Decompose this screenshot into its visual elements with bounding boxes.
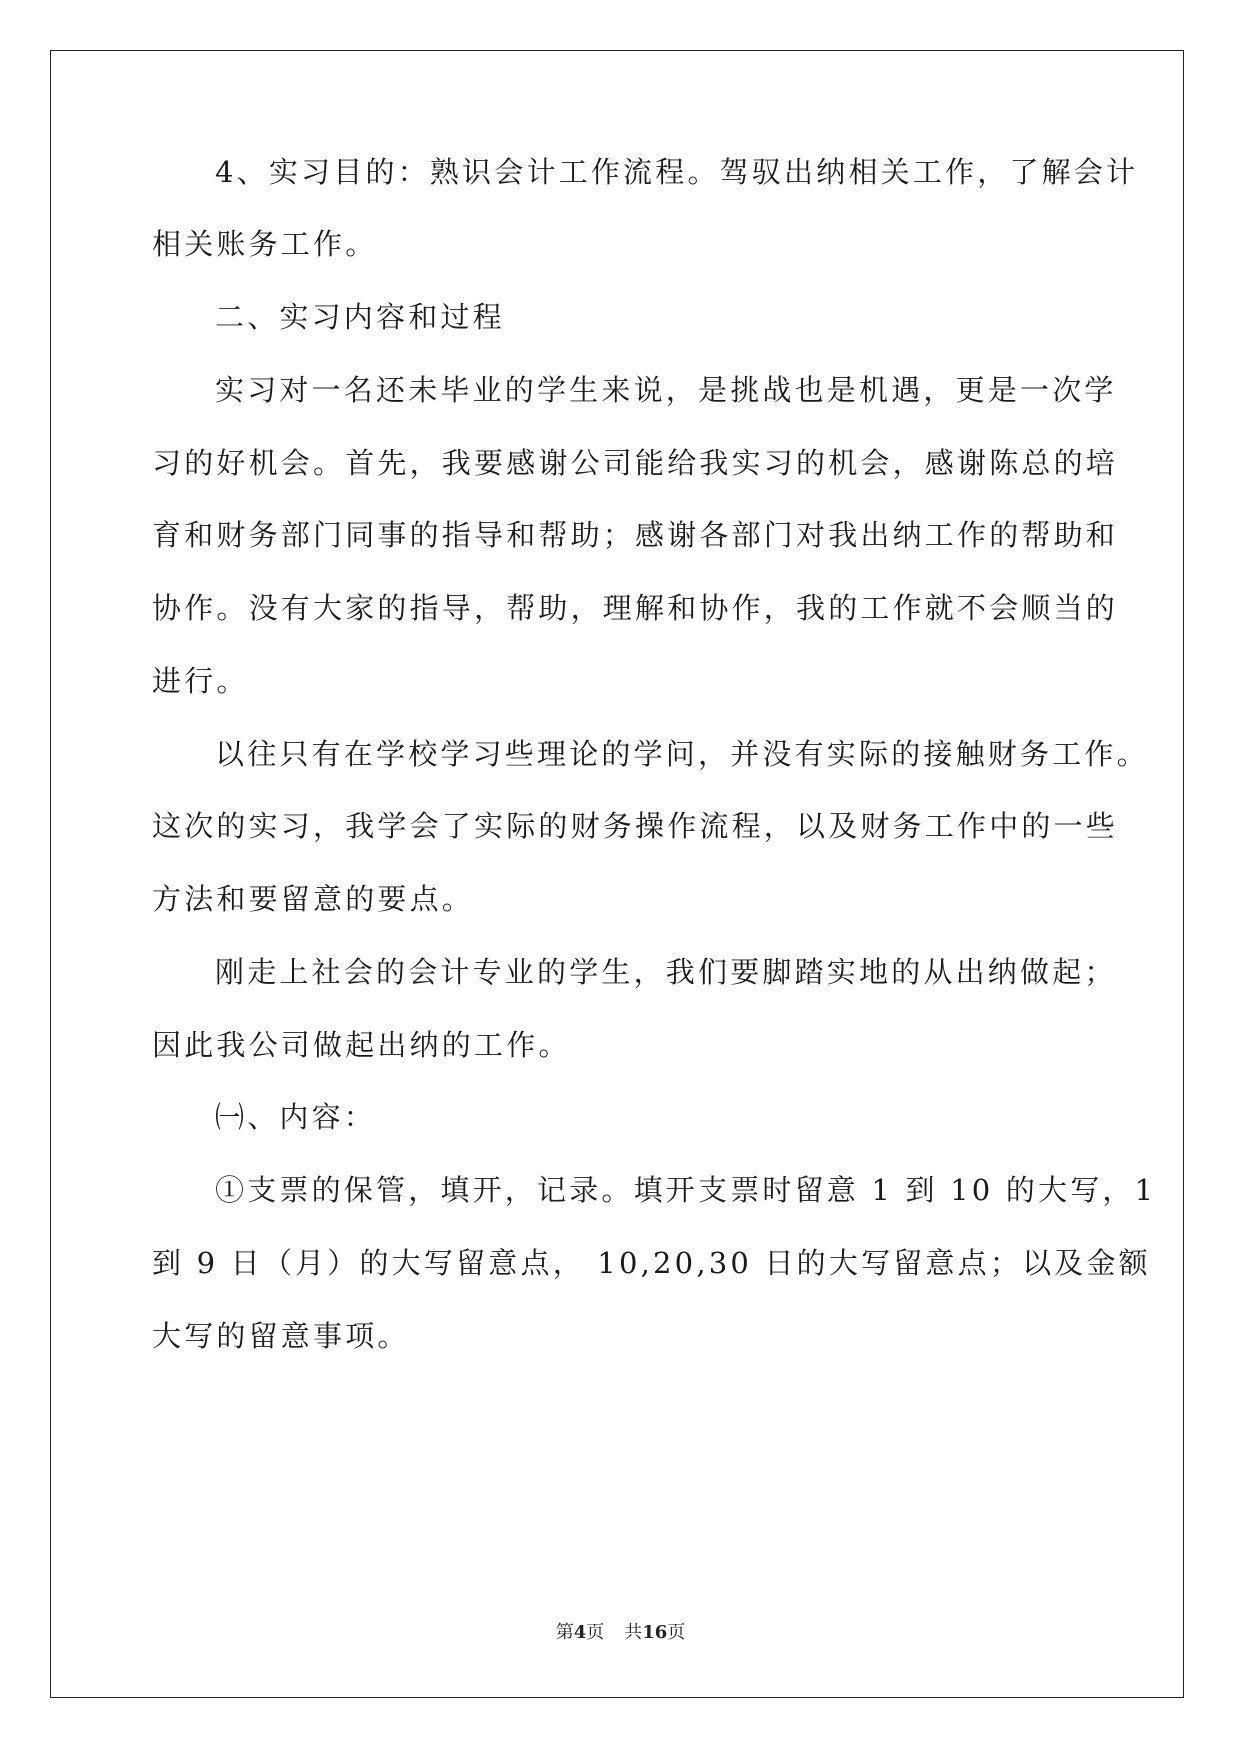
page-border	[50, 50, 1184, 1698]
section-heading: 二、实习内容和过程	[215, 300, 505, 334]
paragraph-line: 协作。没有大家的指导，帮助，理解和协作，我的工作就不会顺当的	[152, 591, 1119, 625]
paragraph-line: 育和财务部门同事的指导和帮助；感谢各部门对我出纳工作的帮助和	[152, 518, 1119, 552]
paragraph-line: 到 9 日（月）的大写留意点， 10,20,30 日的大写留意点；以及金额	[152, 1246, 1151, 1280]
page-footer	[0, 1618, 1241, 1644]
page-number-label: 第4页	[555, 1622, 605, 1643]
paragraph-line: 4、实习目的：熟识会计工作流程。驾驭出纳相关工作，了解会计	[215, 155, 1139, 189]
paragraph-line: 刚走上社会的会计专业的学生，我们要脚踏实地的从出纳做起；	[215, 955, 1117, 989]
paragraph-line: 因此我公司做起出纳的工作。	[152, 1028, 571, 1062]
paragraph-line: 以往只有在学校学习些理论的学问，并没有实际的接触财务工作。	[215, 737, 1149, 771]
paragraph-line: 进行。	[152, 664, 249, 698]
paragraph-line: ①支票的保管，填开，记录。填开支票时留意 1 到 10 的大写，1	[215, 1173, 1157, 1207]
paragraph-line: 方法和要留意的要点。	[152, 882, 475, 916]
page-total-label: 共16页	[624, 1622, 686, 1643]
paragraph-line: 大写的留意事项。	[152, 1319, 410, 1353]
paragraph-line: 这次的实习，我学会了实际的财务操作流程，以及财务工作中的一些	[152, 809, 1119, 843]
subsection-heading: ㈠、内容：	[215, 1100, 377, 1134]
paragraph-line: 相关账务工作。	[152, 227, 378, 261]
paragraph-line: 习的好机会。首先，我要感谢公司能给我实习的机会，感谢陈总的培	[152, 446, 1119, 480]
paragraph-line: 实习对一名还未毕业的学生来说，是挑战也是机遇，更是一次学	[215, 373, 1117, 407]
